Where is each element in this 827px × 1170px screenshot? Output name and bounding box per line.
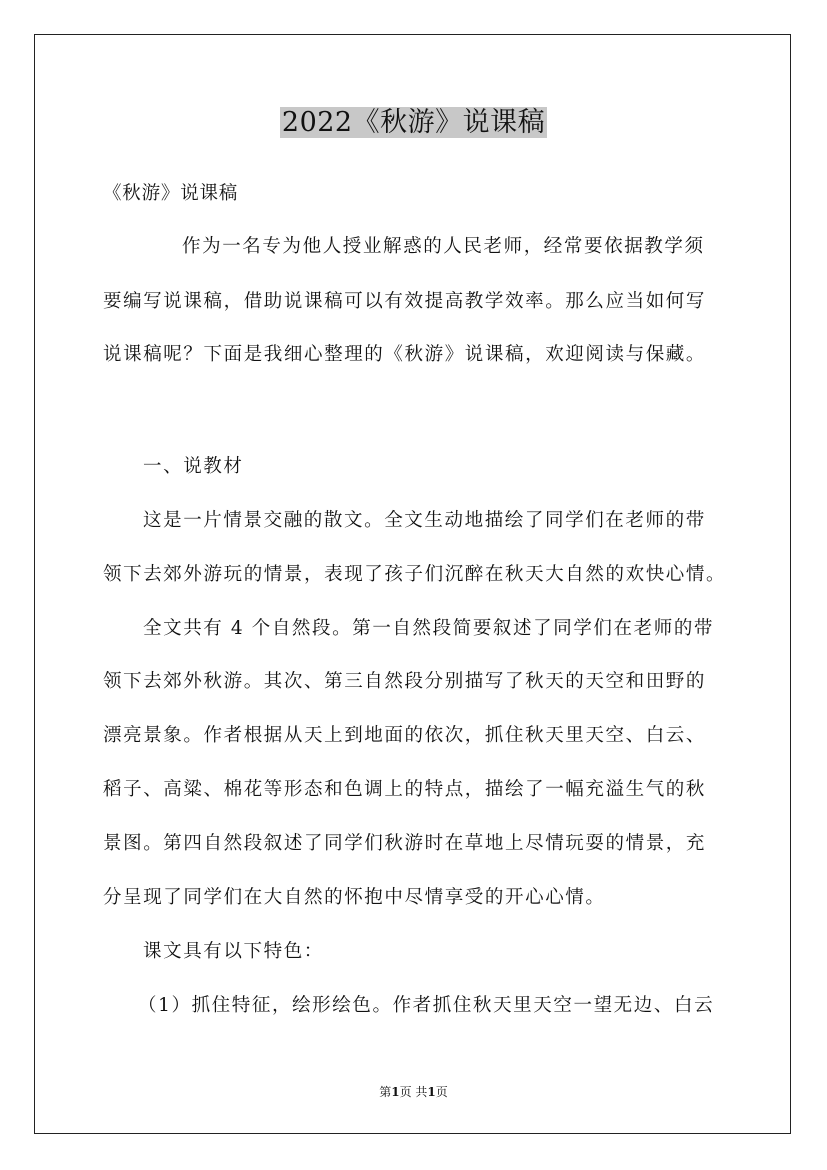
- paragraph-line: 课文具有以下特色：: [143, 941, 324, 962]
- footer-page-mid: 页 共: [399, 1085, 428, 1099]
- paragraph-line: （1）抓住特征，绘形绘色。作者抓住秋天里天空一望无边、白云: [138, 995, 715, 1016]
- paragraph-line: 漂亮景象。作者根据从天上到地面的依次，抓住秋天里天空、白云、: [103, 725, 707, 746]
- paragraph-line: 要编写说课稿，借助说课稿可以有效提高教学效率。那么应当如何写: [103, 291, 707, 312]
- paragraph-line: 分呈现了同学们在大自然的怀抱中尽情享受的开心心情。: [103, 887, 606, 908]
- document-title-text: 2022《秋游》说课稿: [281, 107, 546, 138]
- paragraph-line: 领下去郊外游玩的情景，表现了孩子们沉醉在秋天大自然的欢快心情。: [103, 564, 727, 585]
- footer-total-pages: 1: [427, 1085, 436, 1099]
- paragraph-line: 作为一名专为他人授业解惑的人民老师，经常要依据教学须: [182, 236, 705, 257]
- footer-page-suffix: 页: [435, 1085, 448, 1099]
- document-title: [0, 104, 827, 142]
- footer-page-prefix: 第: [379, 1085, 392, 1099]
- paragraph-line: 稻子、高粱、棉花等形态和色调上的特点，描绘了一幅充溢生气的秋: [103, 779, 707, 800]
- footer-page-number: 1: [391, 1085, 400, 1099]
- paragraph-line: 这是一片情景交融的散文。全文生动地描绘了同学们在老师的带: [143, 510, 706, 531]
- section-heading: 一、说教材: [143, 456, 244, 477]
- document-subtitle: 《秋游》说课稿: [103, 183, 239, 204]
- paragraph-line: 全文共有 4 个自然段。第一自然段简要叙述了同学们在老师的带: [143, 618, 715, 639]
- page-footer: [0, 1084, 827, 1100]
- paragraph-line: 说课稿呢？下面是我细心整理的《秋游》说课稿，欢迎阅读与保藏。: [103, 344, 707, 365]
- paragraph-line: 领下去郊外秋游。其次、第三自然段分别描写了秋天的天空和田野的: [103, 671, 707, 692]
- paragraph-line: 景图。第四自然段叙述了同学们秋游时在草地上尽情玩耍的情景，充: [103, 833, 707, 854]
